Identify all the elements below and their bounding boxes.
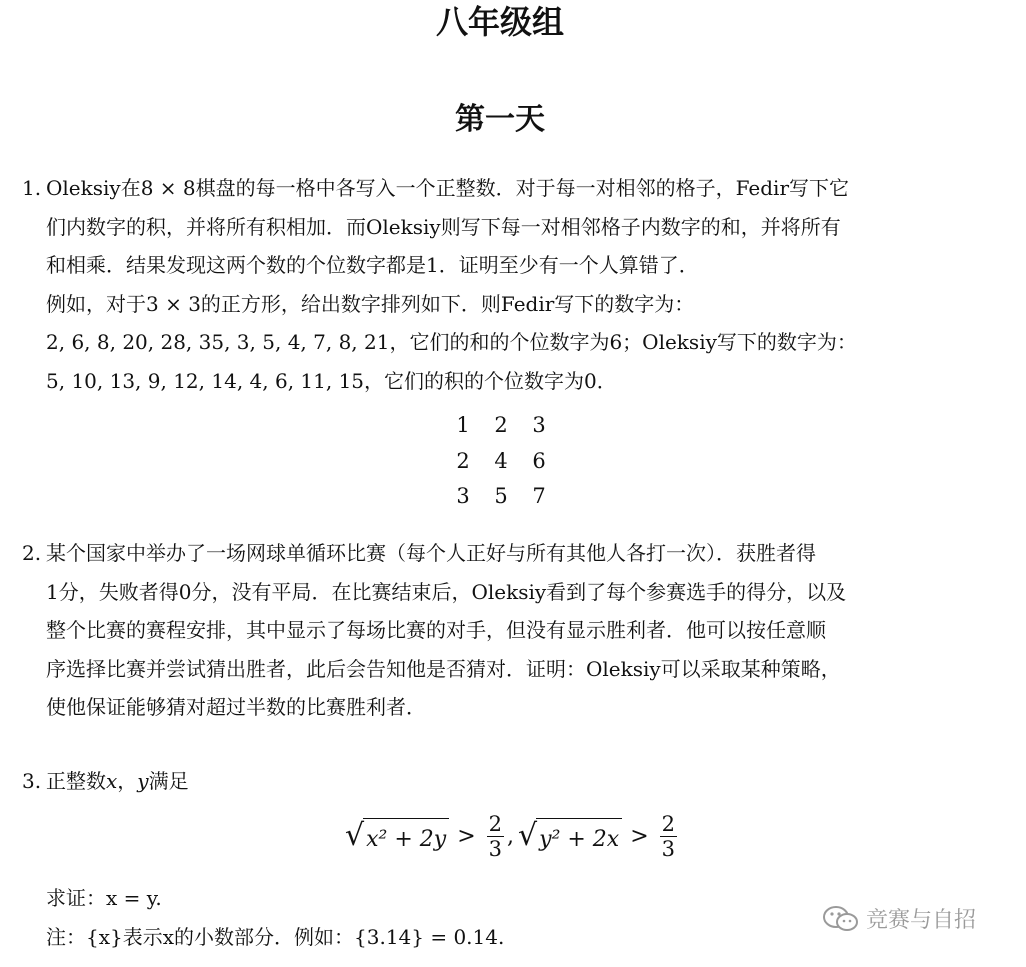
page-title: 八年级组 (435, 3, 564, 41)
separator: , (507, 824, 515, 849)
problem-line (46, 762, 992, 801)
fraction-numerator: 2 (661, 812, 676, 836)
grid-cell: 3 (532, 413, 546, 437)
fraction (660, 812, 677, 861)
grid-cell: 2 (494, 413, 508, 437)
variable-y: y (137, 769, 149, 793)
problem-line: 使他保证能够猜对超过半数的比赛胜利者． (46, 695, 426, 719)
grid-cell: 3 (456, 484, 470, 508)
fraction-denominator: 3 (488, 837, 503, 861)
problem-number: 1. (22, 176, 42, 200)
fraction-numerator: 2 (488, 812, 503, 836)
problem-2 (22, 534, 992, 727)
prove-statement: 求证：x = y. (46, 886, 162, 910)
problem-line: 5, 10, 13, 9, 12, 14, 4, 6, 11, 15，它们的积的个位数字为0． (46, 368, 617, 393)
fraction-denominator: 3 (661, 837, 676, 861)
note-statement: 注：{x}表示x的小数部分．例如：{3.14} = 0.14. (46, 924, 505, 949)
grid-row (444, 408, 558, 444)
radical-sign: √ (518, 818, 538, 853)
inequality-formula (345, 812, 680, 861)
grid-cell: 2 (456, 448, 470, 473)
problem-number: 2. (22, 541, 42, 565)
watermark (822, 903, 976, 934)
grid-cell: 1 (456, 413, 470, 437)
grid-row (444, 444, 558, 480)
problem-intro: 正整数 (46, 769, 106, 793)
number-grid (444, 408, 558, 515)
problem-line: Oleksiy在8 × 8棋盘的每一格中各写入一个正整数．对于每一对相邻的格子，Fedir写下它 (46, 176, 850, 200)
grid-cell: 7 (532, 484, 546, 508)
grid-cell: 4 (494, 448, 508, 473)
sqrt-expression (345, 818, 449, 855)
wechat-icon (822, 904, 860, 934)
watermark-text: 竞赛与自招 (866, 908, 977, 933)
greater-than: > (457, 824, 476, 849)
problem-line: 序选择比赛并尝试猜出胜者，此后会告知他是否猜对．证明：Oleksiy可以采取某种策略， (46, 656, 841, 681)
variable-x: x (106, 769, 118, 793)
problem-line: 和相乘．结果发现这两个数的个位数字都是1．证明至少有一个人算错了． (46, 253, 699, 277)
radicand: x² + 2y (363, 818, 449, 855)
problem-line: 2, 6, 8, 20, 28, 35, 3, 5, 4, 7, 8, 21，它们的和的个位数字为6；Oleksiy写下的数字为： (46, 330, 857, 354)
problem-intro-tail: 满足 (148, 769, 189, 793)
fraction (487, 812, 504, 861)
problem-line: 们内数字的积，并将所有积相加．而Oleksiy则写下每一对相邻格子内数字的和，并将所有 (46, 214, 841, 239)
greater-than: > (630, 824, 649, 849)
problem-3 (22, 762, 992, 801)
radicand: y² + 2x (536, 818, 622, 855)
problem-line: 整个比赛的赛程安排，其中显示了每场比赛的对手，但没有显示胜利者．他可以按任意顺 (46, 618, 826, 642)
problem-number: 3. (22, 769, 42, 793)
problem-1 (22, 169, 992, 400)
day-title: 第一天 (455, 102, 545, 137)
radical-sign: √ (345, 818, 365, 853)
grid-cell: 6 (532, 448, 546, 473)
grid-row (444, 479, 558, 515)
problem-line: 1分，失败者得0分，没有平局．在比赛结束后，Oleksiy看到了每个参赛选手的得分，以及 (46, 579, 847, 604)
problem-line: 例如，对于3 × 3的正方形，给出数字排列如下．则Fedir写下的数字为： (46, 291, 695, 316)
comma: ， (117, 769, 138, 793)
problem-line: 某个国家中举办了一场网球单循环比赛（每个人正好与所有其他人各打一次）．获胜者得 (46, 541, 816, 565)
sqrt-expression (518, 818, 622, 855)
grid-cell: 5 (494, 484, 508, 508)
